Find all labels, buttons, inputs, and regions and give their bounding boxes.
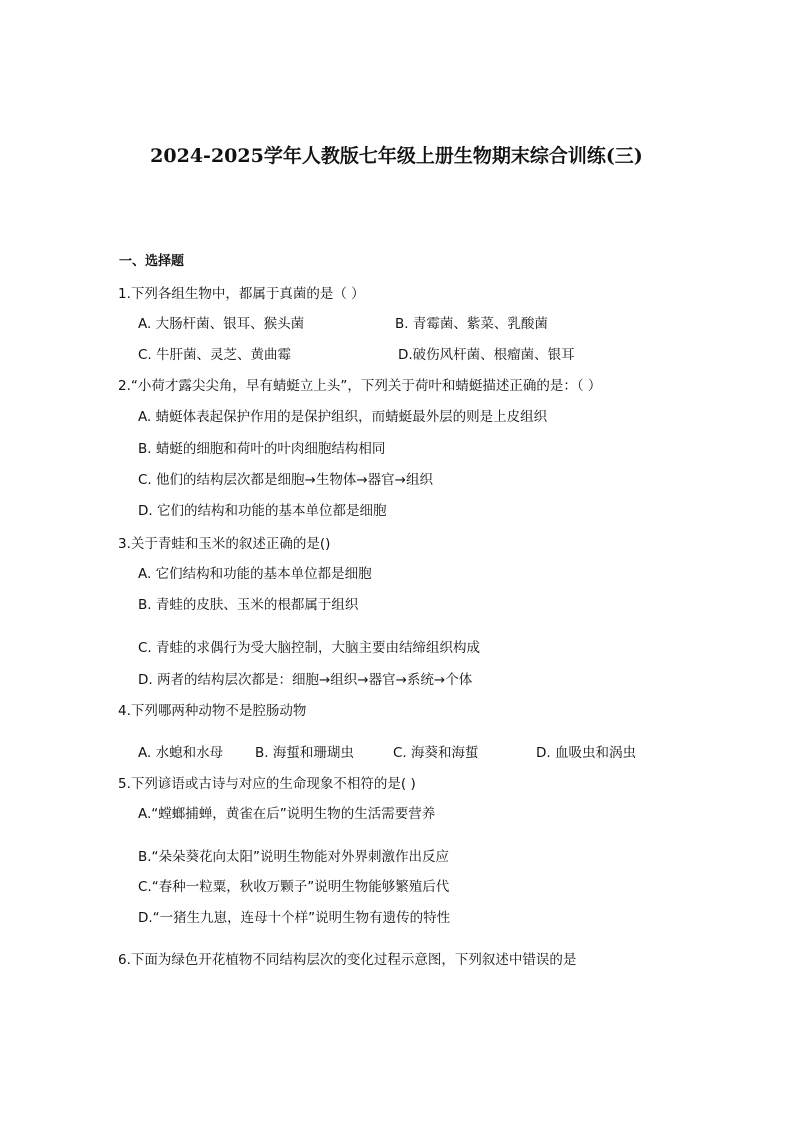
question-2-option-b: B. 蜻蜓的细胞和荷叶的叶肉细胞结构相同 [138,441,386,457]
question-3-option-d: D. 两者的结构层次都是：细胞→组织→器官→系统→个体 [138,672,473,688]
question-5-option-b: B.“朵朵葵花向太阳”说明生物能对外界刺激作出反应 [138,849,450,865]
question-3-option-b: B. 青蛙的皮肤、玉米的根都属于组织 [138,597,359,613]
question-4-option-b: B. 海蜇和珊瑚虫 [255,745,354,761]
question-4-option-c: C. 海葵和海蜇 [393,745,479,761]
question-2-option-c: C. 他们的结构层次都是细胞→生物体→器官→组织 [138,472,433,488]
question-4-option-d: D. 血吸虫和涡虫 [536,745,636,761]
question-4-option-a: A. 水螅和水母 [138,745,224,761]
question-5-option-d: D.“一猪生九崽，连母十个样”说明生物有遗传的特性 [138,910,451,926]
question-1-option-c: C. 牛肝菌、灵芝、黄曲霉 [138,347,292,363]
question-3-option-c: C. 青蛙的求偶行为受大脑控制，大脑主要由结缔组织构成 [138,640,481,656]
question-2-option-d: D. 它们的结构和功能的基本单位都是细胞 [138,503,387,519]
question-6-stem: 6.下面为绿色开花植物不同结构层次的变化过程示意图，下列叙述中错误的是 [118,952,577,968]
question-5-option-c: C.“春种一粒粟，秋收万颗子”说明生物能够繁殖后代 [138,879,450,895]
question-3-option-a: A. 它们结构和功能的基本单位都是细胞 [138,566,372,582]
question-1-option-d: D.破伤风杆菌、根瘤菌、银耳 [398,347,575,363]
question-2-option-a: A. 蜻蜓体表起保护作用的是保护组织，而蜻蜓最外层的则是上皮组织 [138,409,548,425]
question-1-option-b: B. 青霉菌、紫菜、乳酸菌 [395,316,548,332]
page-title: 2024-2025学年人教版七年级上册生物期末综合训练(三) [150,145,643,167]
question-5-stem: 5.下列谚语或古诗与对应的生命现象不相符的是( ) [118,776,416,792]
question-5-option-a: A.“螳螂捕蝉，黄雀在后”说明生物的生活需要营养 [138,806,436,822]
question-1-option-a: A. 大肠杆菌、银耳、猴头菌 [138,316,305,332]
question-2-stem: 2.“小荷才露尖尖角，早有蜻蜓立上头”，下列关于荷叶和蜻蜓描述正确的是：（ ） [118,378,602,394]
question-3-stem: 3.关于青蛙和玉米的叙述正确的是() [118,536,331,552]
question-4-stem: 4.下列哪两种动物不是腔肠动物 [118,703,307,719]
section-heading: 一、选择题 [119,254,185,269]
question-1-stem: 1.下列各组生物中，都属于真菌的是（ ） [118,286,365,302]
